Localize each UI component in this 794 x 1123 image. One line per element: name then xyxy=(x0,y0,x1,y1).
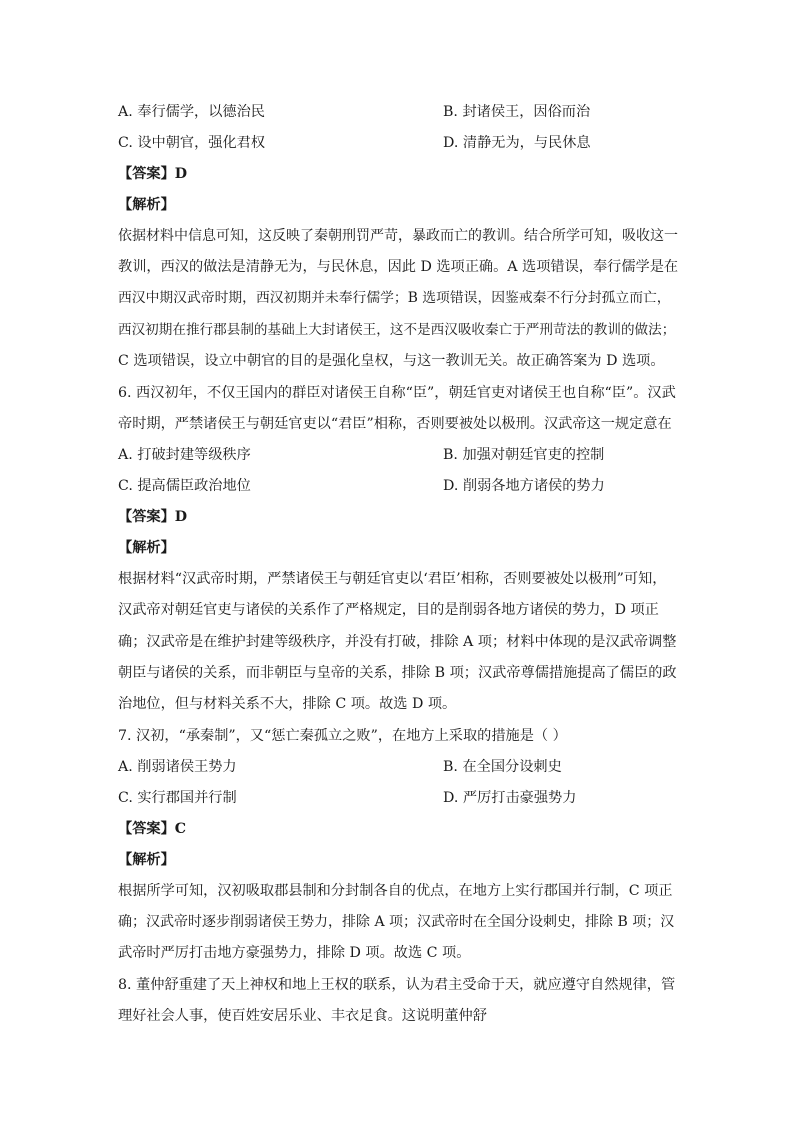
q6-analysis-line: 根据材料“汉武帝时期，严禁诸侯王与朝廷官吏以‘君臣’相称，否则要被处以极刑”可知， xyxy=(118,571,667,587)
q7-option-d: D. 严厉打击豪强势力 xyxy=(443,790,577,806)
q6-analysis-line: 治地位，但与材料关系不大，排除 C 项。故选 D 项。 xyxy=(118,696,457,712)
q6-option-b: B. 加强对朝廷官吏的控制 xyxy=(443,447,605,463)
q7-analysis-label: 【解析】 xyxy=(118,852,175,868)
q7-analysis-line: 根据所学可知，汉初吸取郡县制和分封制各自的优点，在地方上实行郡国并行制，C 项正 xyxy=(118,883,673,899)
q5-analysis-label: 【解析】 xyxy=(118,197,175,213)
q6-answer: 【答案】D xyxy=(118,509,188,525)
q6-option-d: D. 削弱各地方诸侯的势力 xyxy=(443,478,605,494)
q6-analysis-line: 朝臣与诸侯的关系，而非朝臣与皇帝的关系，排除 B 项；汉武帝尊儒措施提高了儒臣的政 xyxy=(118,665,677,681)
q5-analysis-line: 教训，西汉的做法是清静无为，与民休息，因此 D 选项正确。A 选项错误，奉行儒学是在 xyxy=(118,259,679,275)
q5-analysis-line: C 选项错误，设立中朝官的目的是强化皇权，与这一教训无关。故正确答案为 D 选项。 xyxy=(118,353,665,369)
q5-option-c: C. 设中朝官，强化君权 xyxy=(118,135,266,151)
q6-analysis-line: 汉武帝对朝廷官吏与诸侯的关系作了严格规定，目的是削弱各地方诸侯的势力，D 项正 xyxy=(118,602,659,618)
q7-analysis-line: 确；汉武帝时逐步削弱诸侯王势力，排除 A 项；汉武帝时在全国分设刺史，排除 B 项；汉 xyxy=(118,914,675,930)
q5-analysis-line: 依据材料中信息可知，这反映了秦朝刑罚严苛，暴政而亡的教训。结合所学可知，吸收这一 xyxy=(118,228,678,244)
q5-option-d: D. 清静无为，与民休息 xyxy=(443,135,591,151)
q7-option-a: A. 削弱诸侯王势力 xyxy=(118,759,237,775)
q5-analysis-line: 西汉初期在推行郡县制的基础上大封诸侯王，这不是西汉吸收秦亡于严刑苛法的教训的做法； xyxy=(118,322,676,338)
q5-option-b: B. 封诸侯王，因俗而治 xyxy=(443,104,591,120)
q5-answer: 【答案】D xyxy=(118,166,188,182)
q6-stem-line: 6. 西汉初年，不仅王国内的群臣对诸侯王自称“臣”，朝廷官吏对诸侯王也自称“臣”。汉武 xyxy=(118,385,676,401)
q7-option-c: C. 实行郡国并行制 xyxy=(118,790,237,806)
q7-option-b: B. 在全国分设刺史 xyxy=(443,759,562,775)
q7-answer: 【答案】C xyxy=(118,821,187,837)
q6-analysis-line: 确；汉武帝是在维护封建等级秩序，并没有打破，排除 A 项；材料中体现的是汉武帝调整 xyxy=(118,634,677,650)
q7-analysis-line: 武帝时严厉打击地方豪强势力，排除 D 项。故选 C 项。 xyxy=(118,945,471,961)
q5-option-a: A. 奉行儒学，以德治民 xyxy=(118,104,265,120)
q6-analysis-label: 【解析】 xyxy=(118,540,175,556)
q6-option-c: C. 提高儒臣政治地位 xyxy=(118,478,251,494)
q6-stem-line: 帝时期，严禁诸侯王与朝廷官吏以“君臣”相称，否则要被处以极刑。汉武帝这一规定意在 xyxy=(118,416,672,432)
q8-stem-line: 理好社会人事，使百姓安居乐业、丰衣足食。这说明董仲舒 xyxy=(118,1008,487,1024)
q6-option-a: A. 打破封建等级秩序 xyxy=(118,447,251,463)
q5-analysis-line: 西汉中期汉武帝时期，西汉初期并未奉行儒学；B 选项错误，因鉴戒秦不行分封孤立而亡， xyxy=(118,290,671,306)
q7-stem: 7. 汉初，“承秦制”，又“惩亡秦孤立之败”，在地方上采取的措施是（ ） xyxy=(118,728,567,744)
q8-stem-line: 8. 董仲舒重建了天上神权和地上王权的联系，认为君主受命于天，就应遵守自然规律，管 xyxy=(118,977,676,993)
